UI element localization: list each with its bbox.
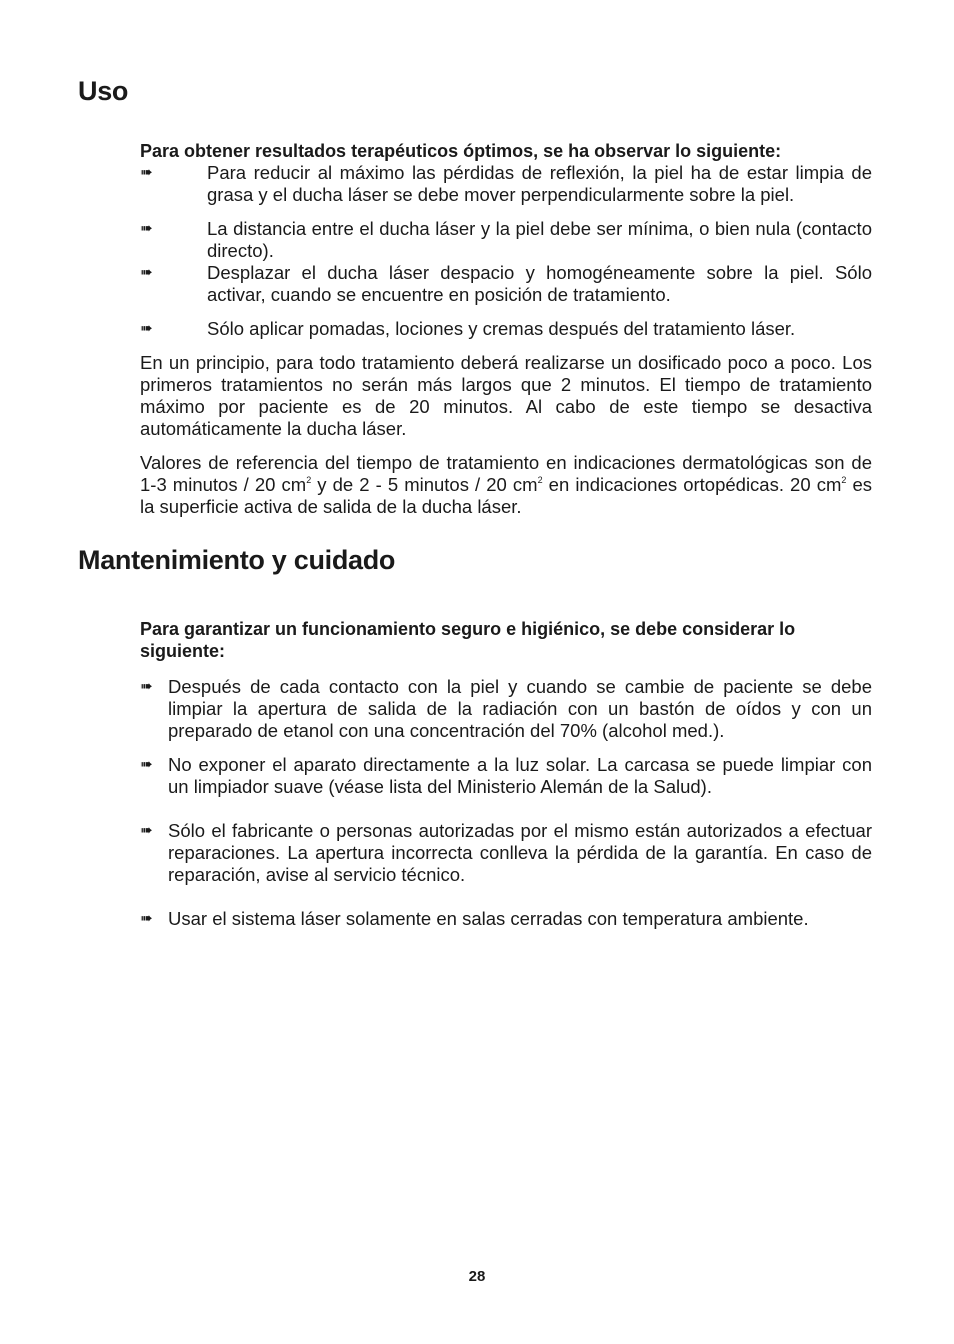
list-item: ➠ No exponer el aparato directamente a la luz solar. La carcasa se puede limpiar con un limpiador suave (véase lista del Ministerio Alemán de la Salud). [140, 754, 872, 797]
mantenimiento-section-body [140, 618, 872, 930]
arrow-bullet-icon: ➠ [140, 822, 153, 839]
list-item: ➠ Sólo aplicar pomadas, lociones y cremas después del tratamiento láser. [140, 318, 796, 339]
arrow-bullet-icon: ➠ [140, 678, 153, 695]
arrow-bullet-icon: ➠ [140, 220, 153, 237]
list-item: ➠ Usar el sistema láser solamente en salas cerradas con temperatura ambiente. [140, 908, 809, 929]
arrow-bullet-icon: ➠ [140, 264, 153, 281]
uso-paragraph-reference-values: Valores de referencia del tiempo de tratamiento en indicaciones dermatológicas son de 1-3 minutos / 20 $cm^2$ y de 2 - 5 minutos / 20 $cm^2$ en indicaciones ortopédicas. 20 $cm^2$ es la superficie activa de salida de la ducha láser. [140, 452, 873, 517]
section-title-mantenimiento: Mantenimiento y cuidado [78, 545, 396, 575]
uso-paragraph-dosage: En un principio, para todo tratamiento deberá realizarse un dosificado poco a poco. Los primeros tratamientos no serán más largos que 2 minutos. El tiempo de tratamiento máximo por paciente es de 20 minutos. Al cabo de este tiempo se desactiva automáticamente la ducha láser. [140, 352, 872, 439]
arrow-bullet-icon: ➠ [140, 164, 153, 181]
arrow-bullet-icon: ➠ [140, 910, 153, 927]
section-title-uso: Uso [78, 76, 129, 106]
list-item: ➠ La distancia entre el ducha láser y la piel debe ser mínima, o bien nula (contacto directo). [140, 218, 872, 261]
list-item: ➠ Desplazar el ducha láser despacio y homogéneamente sobre la piel. Sólo activar, cuando se encuentre en posición de tratamiento. [140, 262, 872, 305]
list-item: ➠ Sólo el fabricante o personas autorizadas por el mismo están autorizados a efectuar reparaciones. La apertura incorrecta conlleva la pérdida de la garantía. En caso de reparación, avise al servicio técnico. [140, 820, 872, 885]
arrow-bullet-icon: ➠ [140, 320, 153, 337]
list-item: ➠ Para reducir al máximo las pérdidas de reflexión, la piel ha de estar limpia de grasa y el ducha láser se debe mover perpendicularmente sobre la piel. [140, 162, 872, 205]
page-number: 28 [468, 1268, 486, 1285]
uso-lead: Para obtener resultados terapéuticos óptimos, se ha observar lo siguiente: [140, 141, 782, 161]
mantenimiento-lead: Para garantizar un funcionamiento seguro e higiénico, se debe considerar lo siguiente: [140, 619, 796, 661]
list-item: ➠ Después de cada contacto con la piel y cuando se cambie de paciente se debe limpiar la apertura de salida de la radiación con un bastón de oídos y con un preparado de etanol con una concentración del 70% (alcohol med.). [140, 676, 872, 741]
arrow-bullet-icon: ➠ [140, 756, 153, 773]
uso-section-body [140, 140, 872, 518]
